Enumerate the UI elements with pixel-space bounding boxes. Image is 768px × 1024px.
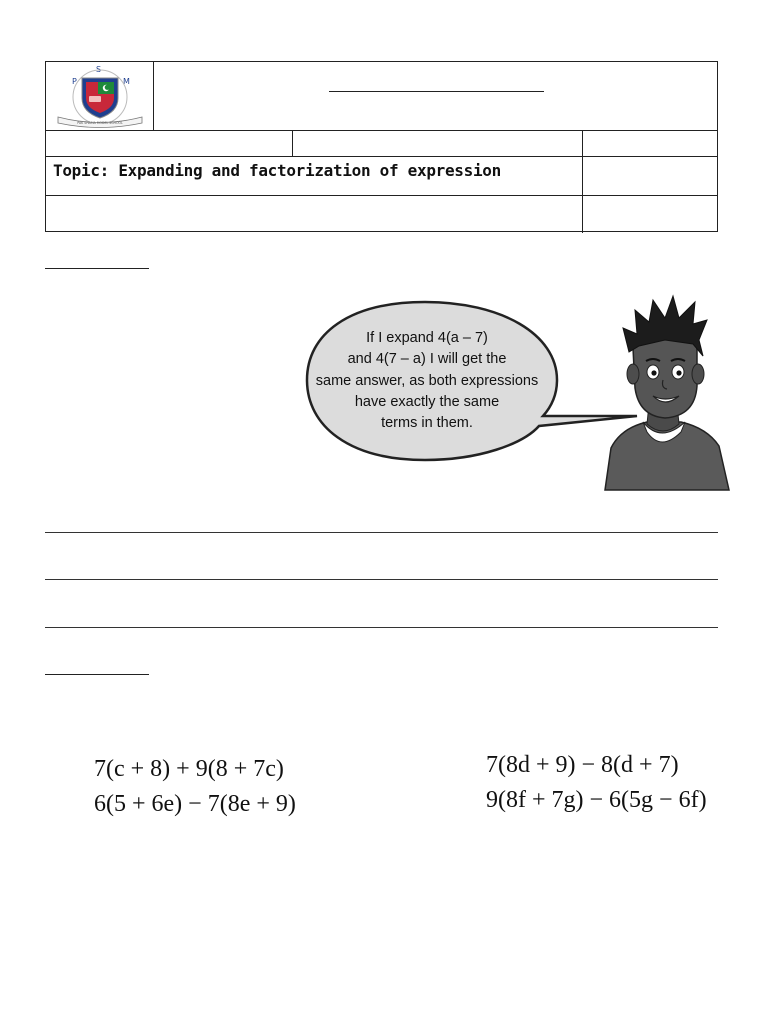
- header-table: [45, 61, 718, 232]
- logo-letter-p: P: [72, 77, 77, 86]
- answer-line: [45, 532, 718, 533]
- bubble-line-2: and 4(7 – a) I will get the: [347, 351, 507, 367]
- title-line: [329, 91, 544, 92]
- topic-heading: Topic: Expanding and factorization of expression: [53, 161, 501, 180]
- expression-left-1: 7(c + 8) + 9(8 + 7c): [94, 756, 284, 782]
- row-divider: [46, 195, 717, 196]
- section-heading-underline: [45, 674, 149, 675]
- expression-right-1: 7(8d + 9) − 8(d + 7): [486, 752, 679, 778]
- row-divider: [46, 156, 717, 157]
- expression-right-2: 9(8f + 7g) − 6(5g − 6f): [486, 787, 707, 813]
- section-heading-underline: [45, 268, 149, 269]
- row-divider: [46, 130, 717, 131]
- logo-ribbon-text: PAK SHAMA MODEL SCHOOL: [77, 121, 123, 125]
- answer-line: [45, 579, 718, 580]
- logo-letter-m: M: [123, 77, 130, 86]
- answer-line: [45, 627, 718, 628]
- logo-letter-s: S: [96, 65, 102, 74]
- expression-left-2: 6(5 + 6e) − 7(8e + 9): [94, 791, 296, 817]
- bubble-line-5: terms in them.: [381, 415, 473, 431]
- school-logo: [46, 62, 154, 130]
- bubble-line-1: If I expand 4(a – 7): [366, 330, 488, 346]
- speech-illustration: [305, 288, 735, 493]
- col-divider: [292, 130, 293, 156]
- boy-character: [605, 296, 729, 490]
- col-divider: [582, 130, 583, 233]
- bubble-line-4: have exactly the same: [354, 394, 500, 410]
- bubble-line-3: same answer, as both expressions: [315, 373, 539, 389]
